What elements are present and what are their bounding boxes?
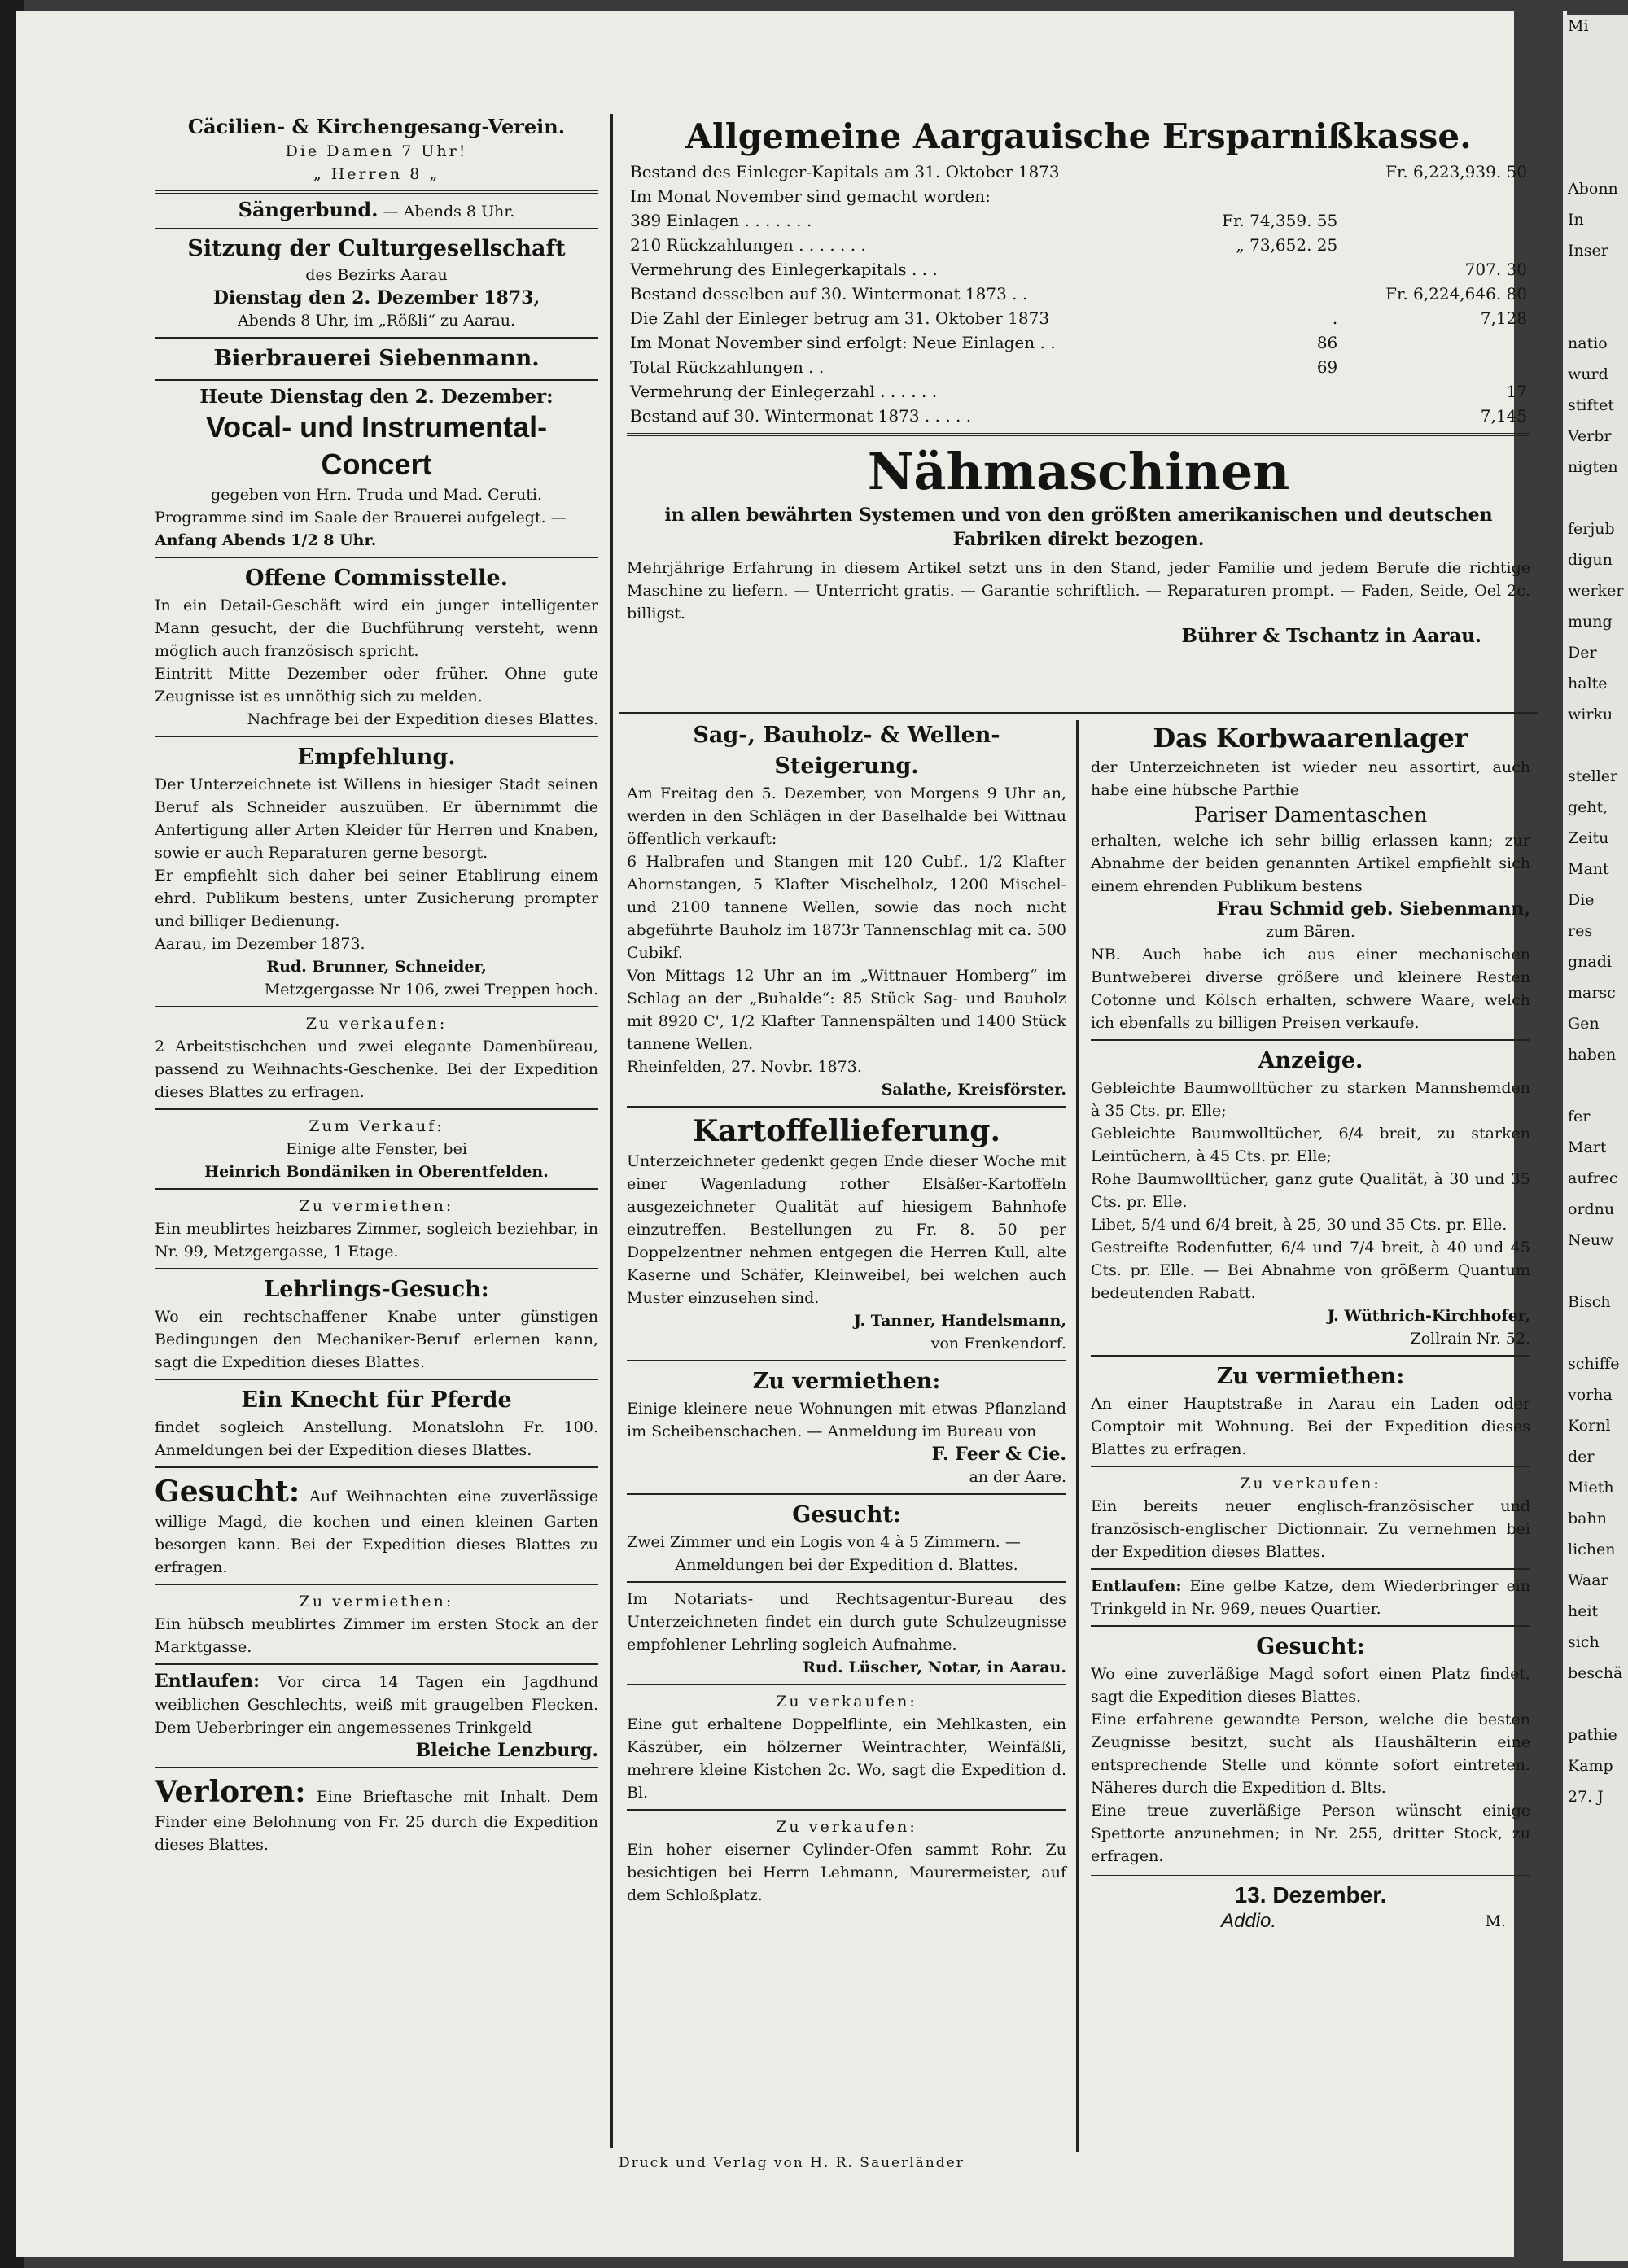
bier-title: Bierbrauerei Siebenmann. — [213, 346, 540, 371]
right-page-line — [1563, 112, 1628, 145]
verkaufen1-text: 2 Arbeitstischchen und zwei elegante Damenbüreau, passend zu Weihnachts-Geschenke. Bei der Expedition dieses Blattes zu erfragen. — [155, 1038, 598, 1101]
kasse-cell-label: Im Monat November sind gemacht worden: — [630, 186, 991, 206]
saengerbund-text: — Abends 8 Uhr. — [383, 203, 515, 221]
right-page-line: sich — [1568, 1633, 1600, 1651]
steigerung-place: Rheinfelden, 27. Novbr. 1873. — [627, 1058, 862, 1076]
right-page-line: der — [1568, 1448, 1595, 1466]
empfehlung-sig: Rud. Brunner, Schneider, — [266, 958, 487, 976]
right-page-line: fer — [1568, 1108, 1591, 1125]
left-column — [155, 114, 598, 1856]
entlaufen1-title: Entlaufen: — [155, 1671, 260, 1692]
kasse-cell-a — [1184, 379, 1341, 404]
kasse-cell-b — [1341, 330, 1530, 355]
korb-title: Das Korbwaarenlager — [1153, 723, 1468, 754]
entlaufen1-text: Vor circa 14 Tagen ein Jagdhund weiblichen Geschlechts, weiß mit graugelben Flecken. Dem Ueberbringer ein angemessenes Trinkgeld — [155, 1673, 599, 1737]
kasse-cell-label: Bestand des Einleger-Kapitals am 31. Oktober 1873 — [630, 162, 1060, 181]
verkauf2-title: Zum Verkauf: — [309, 1117, 444, 1135]
column-rule-2 — [1076, 720, 1079, 2152]
right-page-line: gnadi — [1568, 953, 1612, 971]
right-verkaufen-title: Zu verkaufen: — [1240, 1475, 1381, 1492]
horizontal-rule — [619, 712, 1538, 714]
kasse-cell-label: 389 Einlagen . . . . . . . — [630, 211, 812, 230]
notariat-sig: Rud. Lüscher, Notar, in Aarau. — [803, 1658, 1066, 1676]
kasse-cell-b — [1341, 233, 1530, 257]
concert-line1: Vocal- und Instrumental- — [205, 410, 548, 444]
right-page-line: Inser — [1568, 242, 1608, 260]
right-page-line: aufrec — [1568, 1169, 1618, 1187]
kasse-cell-label: Vermehrung der Einlegerzahl . . . . . . — [630, 382, 938, 401]
saengerbund-title: Sängerbund. — [238, 198, 379, 221]
anzeige-addr: Zollrain Nr. 52. — [1410, 1330, 1530, 1348]
bier-start: Anfang Abends 1/2 8 Uhr. — [155, 531, 377, 549]
commis-text3: Nachfrage bei der Expedition dieses Blattes. — [247, 710, 598, 728]
right-page-line: ferjub — [1568, 520, 1615, 538]
right-page-line: halte — [1568, 675, 1608, 693]
mid-verkaufen2-title: Zu verkaufen: — [776, 1818, 917, 1836]
mid-verkaufen1-title: Zu verkaufen: — [776, 1693, 917, 1711]
bier-today: Heute Dienstag den 2. Dezember: — [199, 386, 554, 408]
kasse-row — [627, 355, 1530, 379]
korb-where: zum Bären. — [1265, 923, 1356, 941]
kasse-row — [627, 330, 1530, 355]
right-entlaufen-text: Eine gelbe Katze, dem Wiederbringer ein Trinkgeld in Nr. 969, neues Quartier. — [1091, 1577, 1530, 1618]
right-verkaufen-text: Ein bereits neuer englisch-französischer und französisch-englischer Dictionnair. Zu vernehmen bei der Expedition dieses Blattes. — [1091, 1497, 1530, 1561]
date-line: 13. Dezember. — [1234, 1882, 1387, 1907]
printer-imprint: Druck und Verlag von H. R. Sauerländer — [619, 2155, 965, 2171]
kasse-cell-label: Im Monat November sind erfolgt: Neue Einlagen . . — [630, 333, 1056, 352]
right-gesucht-text: Wo eine zuverläßige Magd sofort einen Platz findet, sagt die Expedition dieses Blattes. — [1091, 1665, 1530, 1706]
empfehlung-place: Aarau, im Dezember 1873. — [155, 935, 365, 953]
kasse-cell-a — [1184, 404, 1341, 428]
right-page-line: marsc — [1568, 984, 1616, 1002]
kasse-cell-b: Fr. 6,223,939. 50 — [1385, 162, 1527, 181]
korb-text2: erhalten, welche ich sehr billig erlassen kann; zur Abnahme der beiden genannten Artikel empfiehlt sich einem ehrenden Publikum bestens — [1091, 832, 1530, 895]
right-column — [1091, 720, 1530, 1934]
concert-line2: Concert — [321, 448, 432, 481]
right-page-line: Bisch — [1568, 1293, 1611, 1311]
bier-programme: Programme sind im Saale der Brauerei aufgelegt. — — [155, 509, 567, 527]
right-vermiethen-title: Zu vermiethen: — [1216, 1364, 1405, 1389]
vermiethen2-title: Zu vermiethen: — [299, 1593, 454, 1610]
kasse-cell-a — [1184, 282, 1341, 306]
right-page-line: bahn — [1568, 1510, 1607, 1527]
kasse-cell-b: 7,128 — [1480, 308, 1527, 328]
mid-vermiethen-sig: F. Feer & Cie. — [931, 1444, 1066, 1465]
right-entlaufen-title: Entlaufen: — [1091, 1577, 1182, 1595]
kasse-cell-b — [1341, 355, 1530, 379]
addio-text: Addio. — [1221, 1910, 1277, 1932]
right-page-line: Mart — [1568, 1138, 1607, 1156]
verloren-text: Eine Brieftasche mit Inhalt. Dem Finder eine Belohnung von Fr. 25 durch die Expedition dieses Blattes. — [155, 1788, 598, 1854]
right-page-line: Mieth — [1568, 1479, 1614, 1497]
kasse-row — [627, 379, 1530, 404]
kasse-cell-label: Bestand desselben auf 30. Wintermonat 1873 . . — [630, 284, 1028, 304]
steigerung-title2: Steigerung. — [774, 754, 919, 779]
vermiethen1-title: Zu vermiethen: — [299, 1197, 454, 1215]
kasse-cell-label: Total Rückzahlungen . . — [630, 357, 825, 377]
right-page-line: Mant — [1568, 860, 1609, 878]
right-page-line: Waar — [1568, 1571, 1608, 1589]
right-page-line: Die — [1568, 891, 1595, 909]
right-page-line: werker — [1568, 582, 1624, 600]
kasse-cell-a — [1184, 160, 1341, 184]
mid-vermiethen-text: Einige kleinere neue Wohnungen mit etwas Pflanzland im Scheibenschachen. — Anmeldung im Bureau von — [627, 1400, 1066, 1440]
mid-verkaufen2-text: Ein hoher eiserner Cylinder-Ofen sammt Rohr. Zu besichtigen bei Herrn Lehmann, Maurermeister, auf dem Schloßplatz. — [627, 1841, 1066, 1904]
right-page-line: Zeitu — [1568, 829, 1609, 847]
right-page-line: steller — [1568, 767, 1618, 785]
verloren-title: Verloren: — [155, 1775, 306, 1809]
right-page-line: mung — [1568, 613, 1613, 631]
right-page-line — [1563, 301, 1628, 332]
kasse-cell-b: 707. 30 — [1464, 260, 1527, 279]
korb-nb: NB. Auch habe ich aus einer mechanischen Buntweberei diverse größere und kleinere Resten Cotonne und Kölsch erhalten, schwere Waare, welch ich ebenfalls zu billigen Preisen verkaufe. — [1091, 946, 1530, 1032]
mid-gesucht-title: Gesucht: — [792, 1502, 901, 1527]
kasse-row — [627, 306, 1530, 330]
naehmaschinen-text: Mehrjährige Erfahrung in diesem Artikel setzt uns in den Stand, jeder Familie und jedem Berufe die richtige Maschine zu liefern. — Unterricht gratis. — Garantie schriftlich. — Reparaturen prompt. — Faden, Seide, Oel 2c. billigst. — [627, 559, 1530, 623]
anzeige-text5: Gestreifte Rodenfutter, 6/4 und 7/4 breit, à 40 und 45 Cts. pr. Elle. — Bei Abnahme von größerm Quantum bedeutenden Rabatt. — [1091, 1239, 1530, 1302]
right-page-line — [1563, 1260, 1628, 1291]
knecht-text: findet sogleich Anstellung. Monatslohn Fr. 100. Anmeldungen bei der Expedition dieses Blattes. — [155, 1418, 598, 1459]
empfehlung-title: Empfehlung. — [297, 745, 456, 770]
kasse-cell-label: Die Zahl der Einleger betrug am 31. Oktober 1873 — [630, 308, 1050, 328]
kartoffel-from: von Frenkendorf. — [930, 1335, 1066, 1352]
verkauf2-text: Einige alte Fenster, bei — [286, 1140, 467, 1158]
kartoffel-text: Unterzeichneter gedenkt gegen Ende dieser Woche mit einer Wagenladung rother Elsäßer-Kartoffeln ausgezeichneter Qualität auf hiesigem Bahnhofe einzutreffen. Bestellungen zu Fr. 8. 50 per Doppelzentner nehmen entgegen die Herren Kull, alte Kaserne und Schäfer, Kleinweibel, bei welchen auch Muster einzusehen sind. — [627, 1152, 1066, 1307]
caecilien-title: Cäcilien- & Kirchengesang-Verein. — [187, 115, 566, 138]
cultur-sub: des Bezirks Aarau — [305, 266, 448, 284]
commis-title: Offene Commisstelle. — [244, 566, 509, 591]
korb-item: Pariser Damentaschen — [1193, 803, 1428, 827]
kasse-cell-a: . — [1332, 308, 1338, 328]
column-rule-1 — [610, 114, 613, 2148]
caecilien-line2: „ Herren 8 „ — [313, 165, 440, 183]
right-page-line: res — [1568, 922, 1593, 940]
kasse-cell-a — [1184, 184, 1341, 208]
kasse-cell-a: „ 73,652. 25 — [1236, 235, 1338, 255]
gesucht1-title: Gesucht: — [155, 1475, 300, 1509]
mid-column — [627, 720, 1066, 1907]
right-gesucht-title: Gesucht: — [1256, 1634, 1365, 1659]
right-page-line — [1563, 47, 1628, 80]
steigerung-title1: Sag-, Bauholz- & Wellen- — [693, 723, 1000, 748]
anzeige-sig: J. Wüthrich-Kirchhofer, — [1327, 1307, 1530, 1325]
mid-vermiethen-where: an der Aare. — [969, 1468, 1066, 1486]
empfehlung-text2: Er empfiehlt sich daher bei seiner Etablirung einem ehrd. Publikum bestens, unter Zusicherung prompter und billiger Bedienung. — [155, 867, 598, 930]
right-page-line: Verbr — [1568, 427, 1612, 445]
vermiethen2-text: Ein hübsch meublirtes Zimmer im ersten Stock an der Marktgasse. — [155, 1615, 598, 1656]
anzeige-text: Gebleichte Baumwolltücher zu starken Mannshemden à 35 Cts. pr. Elle; — [1091, 1079, 1530, 1120]
empfehlung-addr: Metzgergasse Nr 106, zwei Treppen hoch. — [264, 981, 598, 999]
right-page-line — [1563, 734, 1628, 765]
kasse-cell-a: 86 — [1316, 333, 1338, 352]
right-page-line: schiffe — [1568, 1355, 1620, 1373]
kasse-row — [627, 184, 1530, 208]
right-page-line: Mi — [1568, 17, 1589, 35]
right-page-line: Gen — [1568, 1015, 1600, 1033]
right-gesucht-text2: Eine erfahrene gewandte Person, welche die besten Zeugnisse besitzt, sucht als Haushälterin eine entsprechende Stelle und könnte sofort eintreten. Näheres durch die Expedition d. Blts. — [1091, 1711, 1530, 1797]
right-page-line: digun — [1568, 551, 1613, 569]
kasse-row — [627, 404, 1530, 428]
verkaufen1-title: Zu verkaufen: — [305, 1015, 448, 1033]
kasse-row — [627, 282, 1530, 306]
right-page-line: pathie — [1568, 1726, 1617, 1744]
right-page-line: wirku — [1568, 706, 1613, 723]
kasse-cell-a — [1184, 257, 1341, 282]
korb-text: der Unterzeichneten ist wieder neu assortirt, auch habe eine hübsche Parthie — [1091, 758, 1530, 799]
right-page-line: wurd — [1568, 365, 1608, 383]
kasse-table — [627, 160, 1530, 428]
kasse-cell-a: 69 — [1316, 357, 1338, 377]
kasse-title: Allgemeine Aargauische Ersparnißkasse. — [685, 116, 1472, 156]
mid-verkaufen1-text: Eine gut erhaltene Doppelflinte, ein Mehlkasten, ein Käszüber, ein hölzerner Weintrachter, Weinfäßli, mehrere kleine Kistchen 2c. Wo, sagt die Expedition d. Bl. — [627, 1715, 1066, 1802]
adjacent-page-fragment — [1563, 15, 1628, 2261]
cultur-title: Sitzung der Culturgesellschaft — [187, 236, 566, 261]
right-page-line: natio — [1568, 334, 1608, 352]
kasse-row — [627, 233, 1530, 257]
kasse-cell-b — [1341, 208, 1530, 233]
right-page-line: Kornl — [1568, 1417, 1611, 1435]
right-vermiethen-text: An einer Hauptstraße in Aarau ein Laden oder Comptoir mit Wohnung. Bei der Expedition dieses Blattes zu erfragen. — [1091, 1395, 1530, 1458]
steigerung-sig: Salathe, Kreisförster. — [881, 1081, 1066, 1099]
mid-vermiethen-title: Zu vermiethen: — [752, 1369, 941, 1394]
right-page-line: nigten — [1568, 458, 1618, 476]
naehmaschinen-sub: in allen bewährten Systemen und von den größten amerikanischen und deutschen Fabriken direkt bezogen. — [664, 505, 1493, 550]
caecilien-line1: Die Damen 7 Uhr! — [285, 142, 468, 160]
vermiethen1-text: Ein meublirtes heizbares Zimmer, sogleich beziehbar, in Nr. 99, Metzgergasse, 1 Etage. — [155, 1220, 598, 1261]
lehrling-title: Lehrlings-Gesuch: — [264, 1277, 489, 1302]
right-page-line: In — [1568, 211, 1584, 229]
notariat-text: Im Notariats- und Rechtsagentur-Bureau des Unterzeichneten findet ein durch gute Schulzeugnisse empfohlener Lehrling sogleich Aufnahme. — [627, 1590, 1066, 1654]
entlaufen1-sig: Bleiche Lenzburg. — [415, 1740, 598, 1761]
right-page-line — [1563, 1693, 1628, 1724]
kartoffel-title: Kartoffellieferung. — [692, 1114, 1001, 1148]
kasse-cell-label: 210 Rückzahlungen . . . . . . . — [630, 235, 866, 255]
kasse-cell-b: 7,145 — [1480, 406, 1527, 426]
kasse-cell-b: 17 — [1506, 382, 1527, 401]
right-page-line: lichen — [1568, 1540, 1616, 1558]
right-page-line — [1563, 270, 1628, 301]
lehrling-text: Wo ein rechtschaffener Knabe unter günstigen Bedingungen den Mechaniker-Beruf erlernen kann, sagt die Expedition dieses Blattes. — [155, 1308, 598, 1371]
right-page-line: ordnu — [1568, 1200, 1615, 1218]
right-page-line: haben — [1568, 1046, 1617, 1064]
right-page-line: Der — [1568, 644, 1597, 662]
anzeige-text2: Gebleichte Baumwolltücher, 6/4 breit, zu starken Leintüchern, à 45 Cts. pr. Elle; — [1091, 1125, 1530, 1165]
steigerung-text3: Von Mittags 12 Uhr an im „Wittnauer Homberg“ im Schlag an der „Buhalde“: 85 Stück Sag- und Bauholz mit 8920 C', 1/2 Klafter Tannenspälten und 1400 Stück tannene Wellen. — [627, 967, 1066, 1053]
kasse-row — [627, 257, 1530, 282]
kasse-cell-b: Fr. 6,224,646. 80 — [1385, 284, 1527, 304]
mid-gesucht-text2: Anmeldungen bei der Expedition d. Blattes. — [675, 1556, 1018, 1574]
commis-text: In ein Detail-Geschäft wird ein junger intelligenter Mann gesucht, der die Buchführung versteht, wenn möglich auch französisch spricht. — [155, 596, 598, 660]
right-page-line: beschä — [1568, 1664, 1623, 1682]
kasse-cell-label: Bestand auf 30. Wintermonat 1873 . . . . . — [630, 406, 972, 426]
steigerung-text2: 6 Halbrafen und Stangen mit 120 Cubf., 1/2 Klafter Ahornstangen, 5 Klafter Mischelholz, 1200 Mischel- und 2100 tannene Wellen, sowie das noch nicht abgeführte Bauholz im 1873r Tannenschlag mit ca. 500 Cubikf. — [627, 853, 1066, 962]
gesucht1-text: Auf Weihnachten eine zuverlässige willige Magd, die kochen und einen kleinen Garten besorgen kann. Bei der Expedition dieses Blattes zu erfragen. — [155, 1488, 598, 1576]
right-page-line: geht, — [1568, 798, 1608, 816]
naehmaschinen-sig: Bührer & Tschantz in Aarau. — [1181, 625, 1481, 647]
right-gesucht-text3: Eine treue zuverläßige Person wünscht einige Spettorte anzunehmen; in Nr. 255, dritter Stock, zu erfragen. — [1091, 1802, 1530, 1865]
mid-gesucht-text: Zwei Zimmer und ein Logis von 4 à 5 Zimmern. — — [627, 1533, 1021, 1551]
verkauf2-who: Heinrich Bondäniken in Oberentfelden. — [204, 1163, 549, 1181]
kasse-row — [627, 208, 1530, 233]
kartoffel-sig: J. Tanner, Handelsmann, — [854, 1312, 1066, 1330]
anzeige-text4: Libet, 5/4 und 6/4 breit, à 25, 30 und 35 Cts. pr. Elle. — [1091, 1216, 1508, 1234]
knecht-title: Ein Knecht für Pferde — [241, 1387, 512, 1413]
cultur-date: Dienstag den 2. Dezember 1873, — [212, 287, 540, 308]
right-page-line — [1563, 80, 1628, 112]
kasse-section — [627, 114, 1530, 648]
anzeige-title: Anzeige. — [1258, 1048, 1363, 1073]
right-page-line — [1563, 487, 1628, 518]
kasse-cell-b — [1341, 184, 1530, 208]
kasse-cell-a: Fr. 74,359. 55 — [1222, 211, 1338, 230]
right-page-line: vorha — [1568, 1386, 1613, 1404]
naehmaschinen-title: Nähmaschinen — [867, 442, 1290, 501]
commis-text2: Eintritt Mitte Dezember oder früher. Ohne gute Zeugnisse ist es unnöthig sich zu melden. — [155, 665, 598, 706]
steigerung-text: Am Freitag den 5. Dezember, von Morgens 9 Uhr an, werden in den Schlägen in der Baselhalde bei Wittnau öffentlich verkauft: — [627, 784, 1066, 848]
korb-sig: Frau Schmid geb. Siebenmann, — [1216, 898, 1530, 920]
right-page-line — [1563, 1322, 1628, 1352]
cultur-time: Abends 8 Uhr, im „Rößli“ zu Aarau. — [237, 312, 516, 330]
anzeige-text3: Rohe Baumwolltücher, ganz gute Qualität, à 30 und 35 Cts. pr. Elle. — [1091, 1170, 1530, 1211]
kasse-cell-label: Vermehrung des Einlegerkapitals . . . — [630, 260, 938, 279]
empfehlung-text: Der Unterzeichnete ist Willens in hiesiger Stadt seinen Beruf als Schneider auszuüben. Er übernimmt die Anfertigung aller Arten Kleider für Herren und Knaben, sowie er auch Reparaturen gerne besorgt. — [155, 776, 598, 862]
initial-text: M. — [1485, 1912, 1506, 1930]
right-page-line — [1563, 145, 1628, 177]
kasse-row — [627, 160, 1530, 184]
right-page-line: Kamp — [1568, 1757, 1613, 1775]
right-page-line: Neuw — [1568, 1231, 1614, 1249]
right-page-line: heit — [1568, 1602, 1599, 1620]
right-page-line: stiftet — [1568, 396, 1615, 414]
right-page-line: Abonn — [1568, 180, 1618, 198]
right-page-line — [1563, 1074, 1628, 1105]
right-page-line: 27. J — [1568, 1788, 1604, 1806]
bier-given: gegeben von Hrn. Truda und Mad. Ceruti. — [211, 486, 542, 504]
